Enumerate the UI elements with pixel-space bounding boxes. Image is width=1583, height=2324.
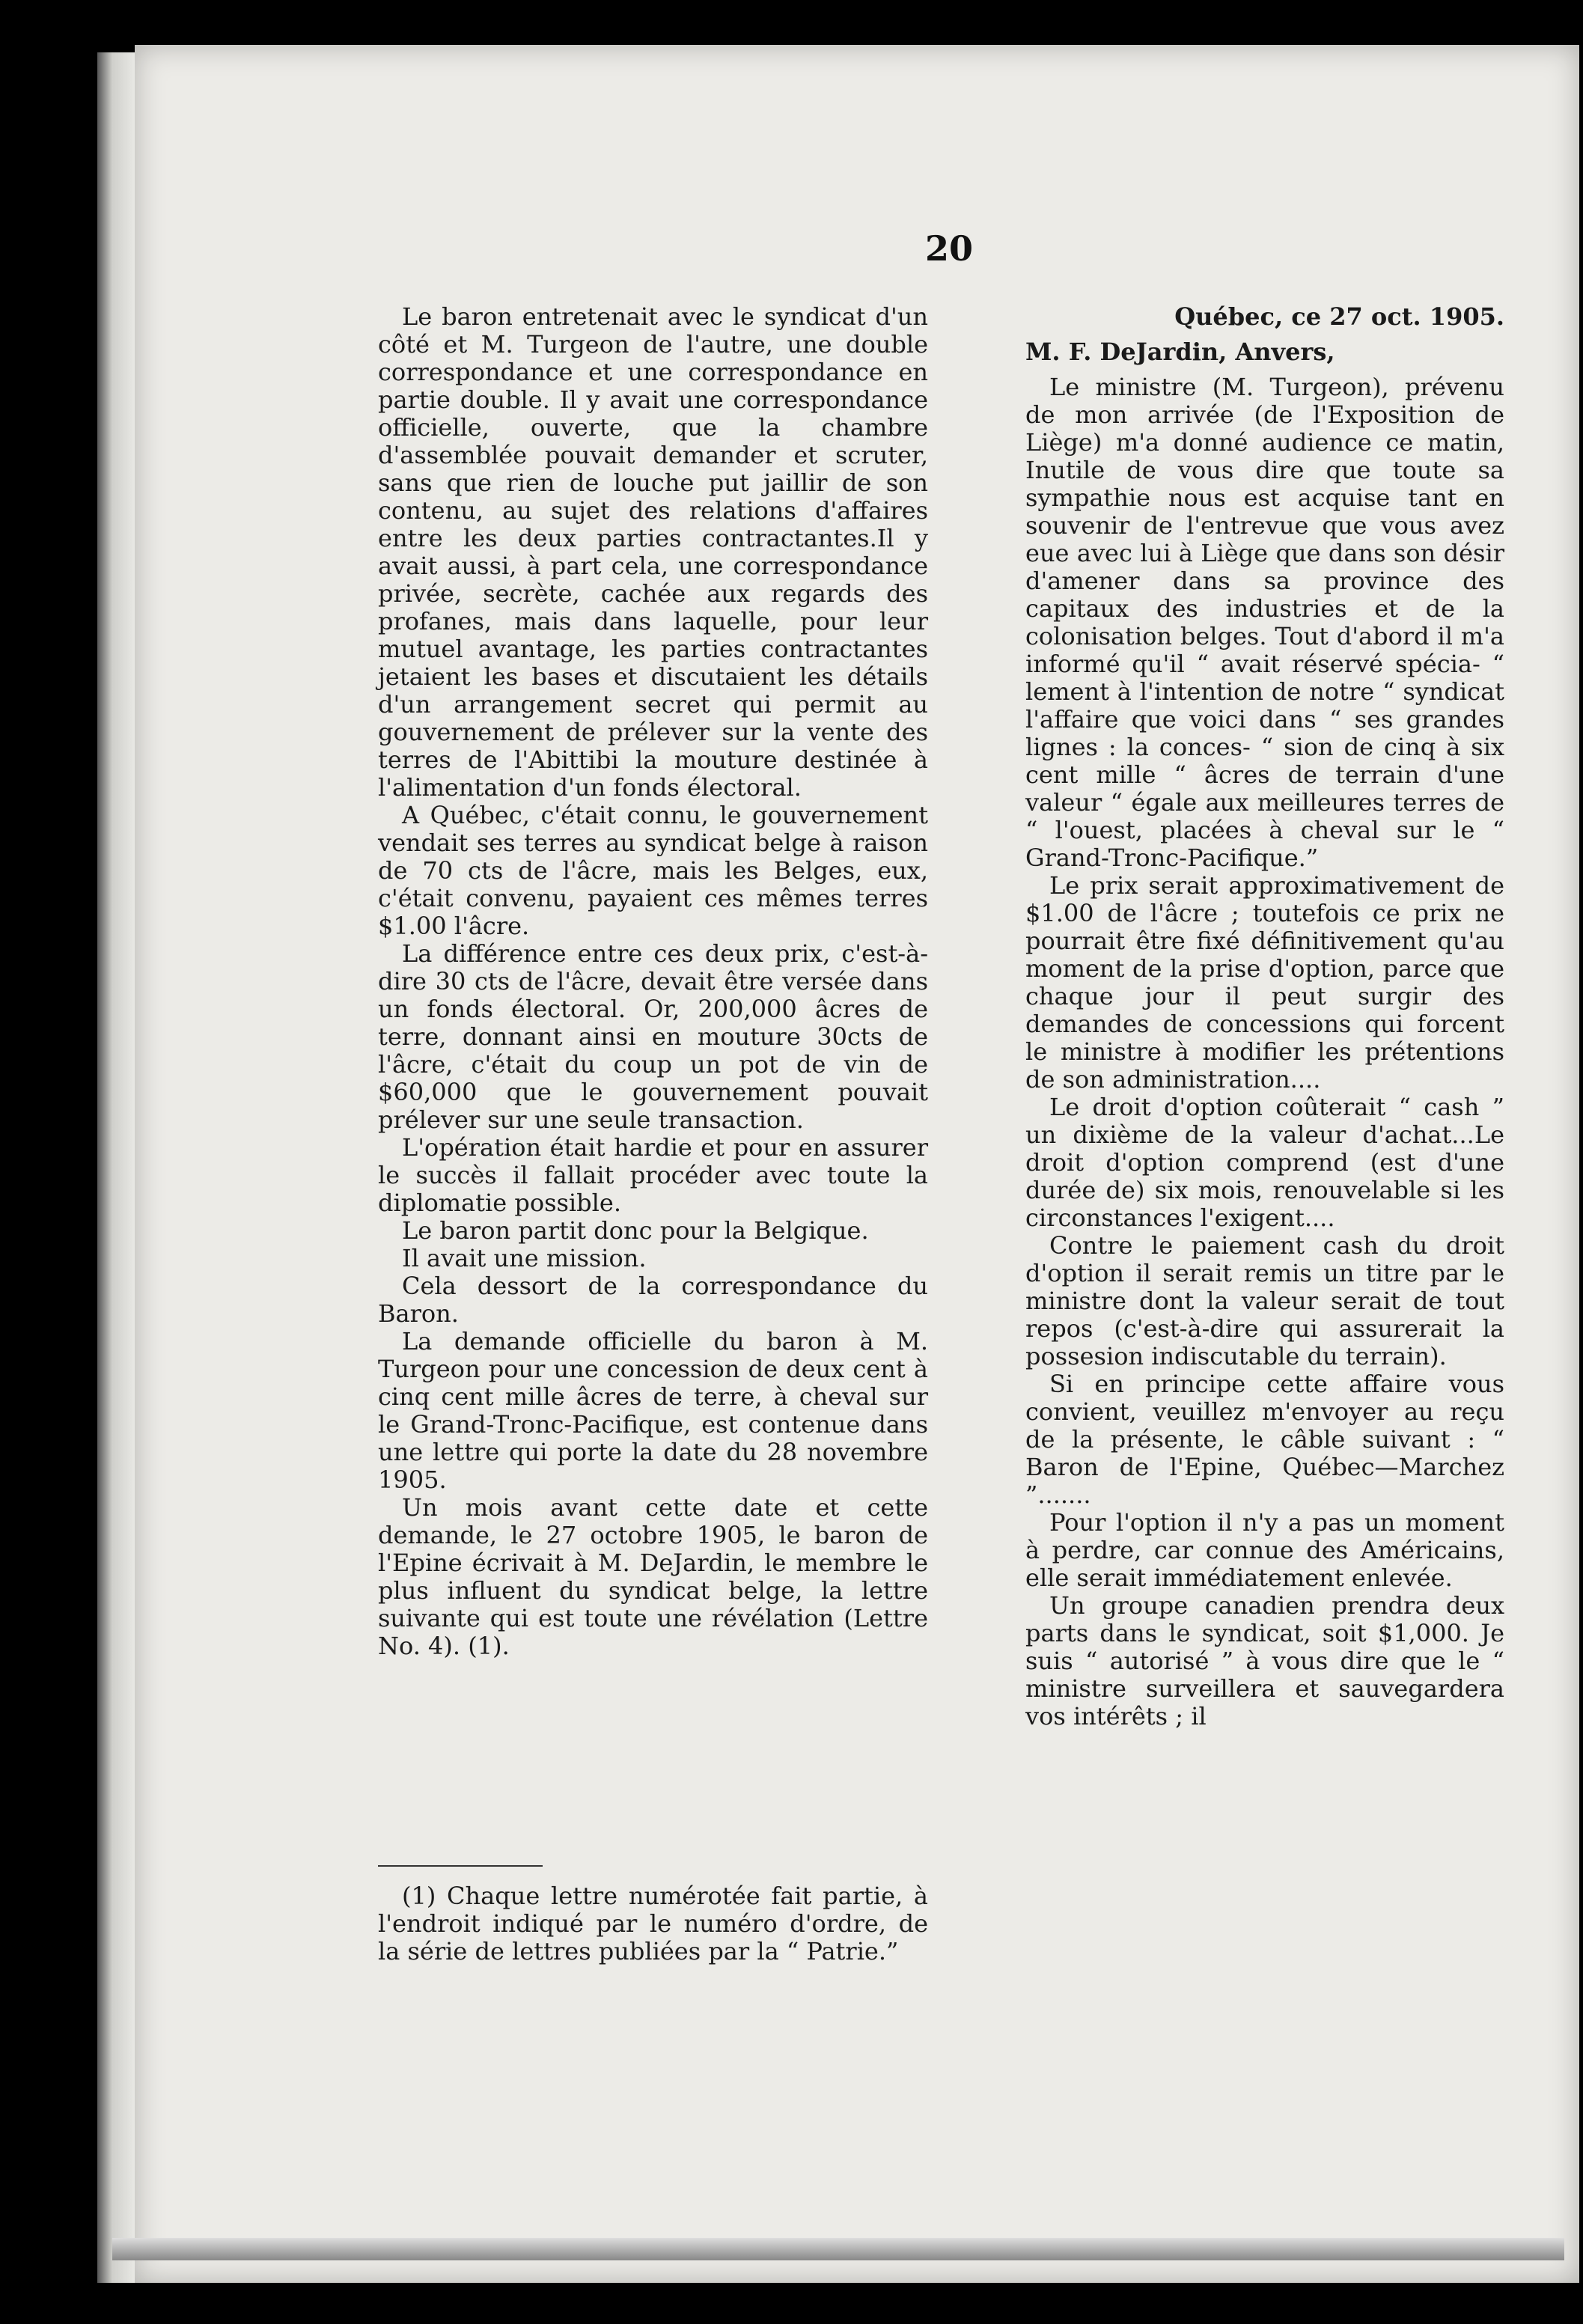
footnote-divider [378,1865,543,1867]
paragraph: A Québec, c'était connu, le gouvernement vendait ses terres au syndicat belge à raison de 70 cts de l'âcre, mais les Belges, eux, c'était convenu, payaient ces mêmes terres $1.00 l'âcre. [378,801,928,940]
letter-addressee: M. F. DeJardin, Anvers, [1025,338,1335,366]
page-edge [97,52,135,2283]
paragraph: Le baron entretenait avec le syndicat d'un côté et M. Turgeon de l'autre, une double correspondance et une correspondance en partie double. Il y avait une correspondance officielle, ouverte, que la chambre d'assemblée pouvait demander et scruter, sans que rien de louche put jaillir de son contenu, au sujet des relations d'affaires entre les deux parties contractantes.Il y avait aussi, à part cela, une correspondance privée, secrète, cachée aux regards des profanes, mais dans laquelle, pour leur mutuel avantage, les parties contractantes jetaient les bases et discutaient les détails d'un arrangement secret qui permit au gouvernement de prélever sur la vente des terres de l'Abittibi la mouture destinée à l'alimentation d'un fonds électoral. [378,302,928,802]
paragraph: Si en principe cette affaire vous convient, veuillez m'envoyer au reçu de la présente, le câble suivant : “ Baron de l'Epine, Québec—Marchez ”....... [1025,1370,1504,1509]
paragraph: Le baron partit donc pour la Belgique. [402,1216,869,1245]
page-edge-bottom [112,2238,1564,2260]
paragraph: Un groupe canadien prendra deux parts dans le syndicat, soit $1,000. Je suis “ autorisé ” à vous dire que le “ ministre surveillera et sauvegardera vos intérêts ; il [1025,1591,1504,1730]
paragraph: Le prix serait approximativement de $1.00 de l'âcre ; toutefois ce prix ne pourrait être fixé définitivement qu'au moment de la prise d'option, parce que chaque jour il peut surgir des demandes de concessions qui forcent le ministre à modifier les prétentions de son administration.... [1025,871,1504,1094]
letter-date: Québec, ce 27 oct. 1905. [1174,302,1504,331]
paragraph: Contre le paiement cash du droit d'option il serait remis un titre par le ministre dont la valeur serait de tout repos (c'est-à-dire qui assurerait la possesion indiscutable du terrain). [1025,1231,1504,1370]
page-number: 20 [925,228,974,269]
paragraph: Il avait une mission. [402,1244,647,1272]
paragraph: L'opération était hardie et pour en assurer le succès il fallait procéder avec toute la diplomatie possible. [378,1133,928,1217]
paragraph: Cela dessort de la correspondance du Baron. [378,1272,928,1328]
footnote: (1) Chaque lettre numérotée fait partie, à l'endroit indiqué par le numéro d'ordre, de la série de lettres publiées par la “ Patrie.” [378,1882,928,1965]
paragraph: Un mois avant cette date et cette demande, le 27 octobre 1905, le baron de l'Epine écrivait à M. DeJardin, le membre le plus influent du syndicat belge, la lettre suivante qui est toute une révélation (Lettre No. 4). (1). [378,1493,928,1660]
paragraph: Pour l'option il n'y a pas un moment à perdre, car connue des Américains, elle serait immédiatement enlevée. [1025,1508,1504,1592]
paragraph: Le droit d'option coûterait “ cash ” un dixième de la valeur d'achat...Le droit d'option comprend (est d'une durée de) six mois, renouvelable si les circonstances l'exigent.... [1025,1093,1504,1232]
paragraph: La demande officielle du baron à M. Turgeon pour une concession de deux cent à cinq cent mille âcres de terre, à cheval sur le Grand-Tronc-Pacifique, est contenue dans une lettre qui porte la date du 28 novembre 1905. [378,1327,928,1494]
left-column [378,303,928,1660]
paragraph: La différence entre ces deux prix, c'est-à-dire 30 cts de l'âcre, devait être versée dans un fonds électoral. Or, 200,000 âcres de terre, donnant ainsi en mouture 30cts de l'âcre, c'était du coup un pot de vin de $60,000 que le gouvernement pouvait prélever sur une seule transaction. [378,939,928,1134]
right-column [1025,303,1504,1730]
paragraph: Le ministre (M. Turgeon), prévenu de mon arrivée (de l'Exposition de Liège) m'a donné audience ce matin, Inutile de vous dire que toute sa sympathie nous est acquise tant en souvenir de l'entrevue que vous avez eue avec lui à Liège que dans son désir d'amener dans sa province des capitaux des industries et de la colonisation belges. Tout d'abord il m'a informé qu'il “ avait réservé spécia- “ lement à l'intention de notre “ syndicat l'affaire que voici dans “ ses grandes lignes : la conces- “ sion de cinq à six cent mille “ âcres de terrain d'une valeur “ égale aux meilleures terres de “ l'ouest, placées à cheval sur le “ Grand-Tronc-Pacifique.” [1025,373,1504,872]
